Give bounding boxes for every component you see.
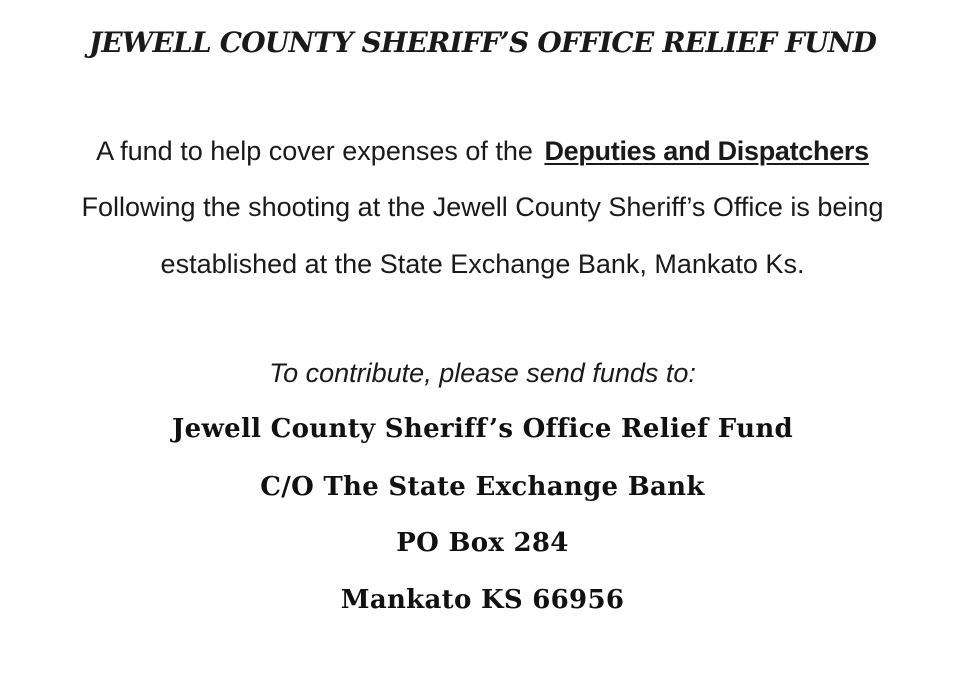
address-care-of: C/O The State Exchange Bank [260, 472, 705, 502]
intro-line-2: Following the shooting at the Jewell County Sheriff’s Office is being [81, 192, 884, 222]
address-fund-name: Jewell County Sheriff’s Office Relief Fund [172, 414, 793, 444]
address-city-state-zip: Mankato KS 66956 [340, 585, 625, 615]
flyer-title: JEWELL COUNTY SHERIFF’S OFFICE RELIEF FUND [88, 26, 877, 59]
contribute-prompt: To contribute, please send funds to: [269, 358, 696, 388]
address-po-box: PO Box 284 [396, 528, 569, 558]
intro-line-1-text: A fund to help cover expenses of the [96, 136, 533, 166]
deputies-dispatchers-emphasis: Deputies and Dispatchers [544, 136, 869, 166]
intro-line-3: established at the State Exchange Bank, Mankato Ks. [160, 249, 805, 279]
intro-line-1 [0, 136, 965, 167]
